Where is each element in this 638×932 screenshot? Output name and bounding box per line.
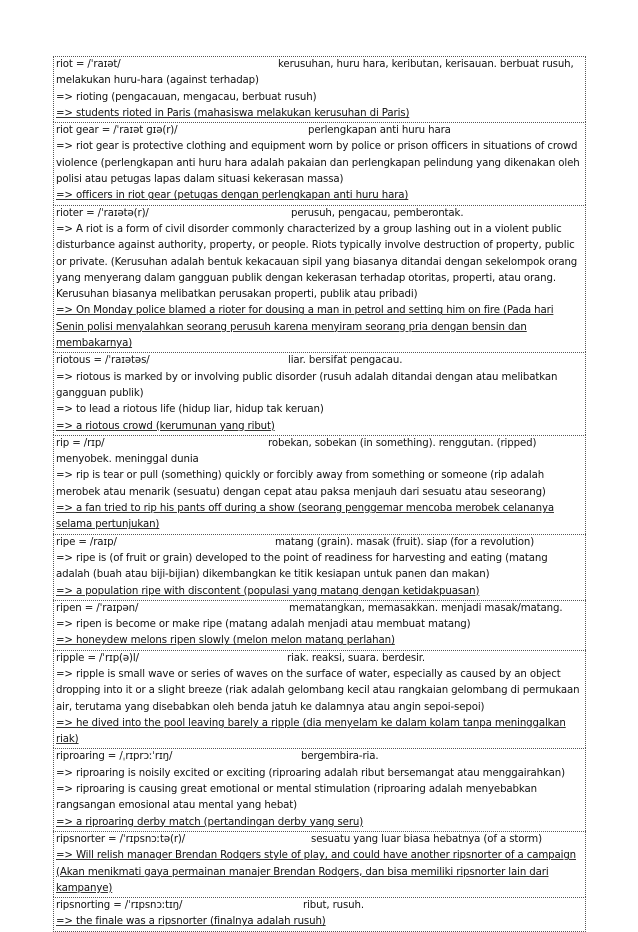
translation-continuation: menyobek. meninggal dunia	[56, 454, 199, 466]
example-line: => officers in riot gear (petugas dengan perlengkapan anti huru hara)	[56, 190, 409, 202]
entry-headline	[56, 436, 583, 452]
dictionary-entry	[53, 352, 586, 434]
headword-pronunciation: ripple = /ˈrɪp(ə)l/	[56, 652, 139, 664]
entry-translation: kerusuhan, huru hara, keributan, kerisauan. berbuat rusuh,	[278, 59, 574, 70]
entry-translation: mematangkan, memasakkan. menjadi masak/matang.	[289, 602, 563, 614]
headword-pronunciation: riot = /ˈraɪət/	[56, 59, 121, 70]
example-line: => a riproaring derby match (pertandingan derby yang seru)	[56, 816, 364, 828]
headword-pronunciation: ripe = /raɪp/	[56, 536, 117, 548]
dictionary-entry	[53, 534, 586, 600]
headword-pronunciation: rioter = /ˈraɪətə(r)/	[56, 207, 149, 219]
entry-translation: robekan, sobekan (in something). renggutan. (ripped)	[268, 437, 537, 449]
example-line: => riproaring is noisily excited or exciting (riproaring adalah ribut bersemangat atau menggairahkan)	[56, 767, 565, 779]
example-line: => riotous is marked by or involving public disorder (rusuh adalah ditandai dengan atau melibatkan gangguan publik)	[56, 371, 558, 399]
entry-translation: liar. bersifat pengacau.	[288, 355, 403, 367]
headword-pronunciation: riotous = /ˈraɪətəs/	[56, 355, 150, 367]
entry-headline	[56, 206, 583, 222]
example-line: => to lead a riotous life (hidup liar, hidup tak keruan)	[56, 404, 324, 416]
headword-pronunciation: ripsnorting = /ˈrɪpsnɔːtɪŋ/	[56, 900, 183, 912]
entry-headline	[56, 749, 583, 765]
example-line: => riproaring is causing great emotional or mental stimulation (riproaring adalah menyebabkan rangsangan emosional atau mental yang hebat)	[56, 784, 537, 812]
entry-headline	[56, 535, 583, 551]
entry-headline	[56, 57, 583, 73]
translation-continuation: melakukan huru-hara (against terhadap)	[56, 75, 259, 87]
dictionary-entry	[53, 897, 586, 932]
entry-translation: matang (grain). masak (fruit). siap (for a revolution)	[275, 536, 535, 548]
entry-translation: perlengkapan anti huru hara	[308, 125, 451, 137]
example-line: => ripe is (of fruit or grain) developed to the point of readiness for harvesting and eating (matang adalah (buah atau biji-bijian) dikembangkan ke titik kesiapan untuk panen dan makan)	[56, 552, 548, 581]
example-line: => a population ripe with discontent (populasi yang matang dengan ketidakpuasan)	[56, 585, 480, 597]
example-line: => rip is tear or pull (something) quickly or forcibly away from something or someone (rip adalah merobek atau menarik (sesuatu) dengan cepat atau paksa menjauh dari sesuatu atau seseorang)	[56, 470, 546, 498]
dictionary-entry	[53, 56, 586, 122]
example-line: => On Monday police blamed a rioter for dousing a man in petrol and setting him on fire (Pada hari Senin polisi menyalahkan seorang perusuh karena menyiram seorang pria dengan bensin dan membakarnya)	[56, 305, 554, 350]
headword-pronunciation: rip = /rɪp/	[56, 437, 105, 449]
entry-translation: perusuh, pengacau, pemberontak.	[291, 207, 464, 219]
entry-headline	[56, 123, 583, 139]
example-line: => a fan tried to rip his pants off during a show (seorang penggemar mencoba merobek celananya selama pertunjukan)	[56, 503, 554, 531]
dictionary-page	[53, 56, 586, 932]
dictionary-entry	[53, 748, 586, 830]
example-line: => he dived into the pool leaving barely a ripple (dia menyelam ke dalam kolam tanpa meninggalkan riak)	[56, 717, 566, 746]
dictionary-entry	[53, 831, 586, 897]
dictionary-entry	[53, 435, 586, 534]
example-line: => A riot is a form of civil disorder commonly characterized by a group lashing out in a violent public disturbance against authority, property, or people. Riots typically involve destruction of property, public or private. (Kerusuhan adalah bentuk kekacauan sipil yang biasanya ditandai dengan sekelompok orang yang menyerang dalam gangguan publik dengan kekerasan terhadap otoritas, properti, atau orang. Kerusuhan biasanya melibatkan perusakan properti, publik atau pribadi)	[56, 223, 578, 301]
headword-pronunciation: riproaring = /ˌrɪprɔːˈrɪŋ/	[56, 751, 173, 763]
dictionary-entry	[53, 650, 586, 749]
entry-headline	[56, 651, 583, 667]
entry-translation: sesuatu yang luar biasa hebatnya (of a storm)	[311, 833, 542, 845]
example-line: => rioting (pengacauan, mengacau, berbuat rusuh)	[56, 91, 317, 103]
example-line: => ripen is become or make ripe (matang adalah menjadi atau membuat matang)	[56, 619, 471, 631]
dictionary-entry	[53, 122, 586, 204]
entry-headline	[56, 601, 583, 617]
entry-translation: riak. reaksi, suara. berdesir.	[287, 652, 426, 664]
example-line: => a riotous crowd (kerumunan yang ribut)	[56, 420, 275, 432]
entry-translation: bergembira-ria.	[301, 751, 379, 763]
entry-headline	[56, 353, 583, 369]
entry-headline	[56, 832, 583, 848]
example-line: => riot gear is protective clothing and equipment worn by police or prison officers in situations of crowd violence (perlengkapan anti huru hara adalah pakaian dan perlengkapan pelindung yang dikenakan oleh polisi atau petugas lapas dalam situasi kekerasan massa)	[56, 141, 580, 186]
headword-pronunciation: ripen = /ˈraɪpən/	[56, 602, 139, 614]
example-line: => the finale was a ripsnorter (finalnya adalah rusuh)	[56, 916, 326, 928]
example-line: => students rioted in Paris (mahasiswa melakukan kerusuhan di Paris)	[56, 107, 410, 119]
dictionary-entry	[53, 205, 586, 353]
example-line: => ripple is small wave or series of waves on the surface of water, especially as caused by an object dropping into it or a slight breeze (riak adalah gelombang kecil atau rangkaian gelombang di permukaan air, terutama yang disebabkan oleh benda jatuh ke dalamnya atau angin sepoi-sepoi)	[56, 668, 580, 713]
headword-pronunciation: ripsnorter = /ˈrɪpsnɔːtə(r)/	[56, 833, 186, 845]
example-line: => Will relish manager Brendan Rodgers style of play, and could have another ripsnorter of a campaign (Akan menikmati gaya permainan manajer Brendan Rodgers, dan bisa memiliki ripsnorter lain dari kampanye)	[56, 850, 577, 894]
headword-pronunciation: riot gear = /ˈraɪət ɡɪə(r)/	[56, 125, 178, 137]
entry-translation: ribut, rusuh.	[303, 900, 364, 912]
dictionary-entry	[53, 600, 586, 650]
entry-headline	[56, 898, 583, 914]
example-line: => honeydew melons ripen slowly (melon melon matang perlahan)	[56, 635, 395, 647]
